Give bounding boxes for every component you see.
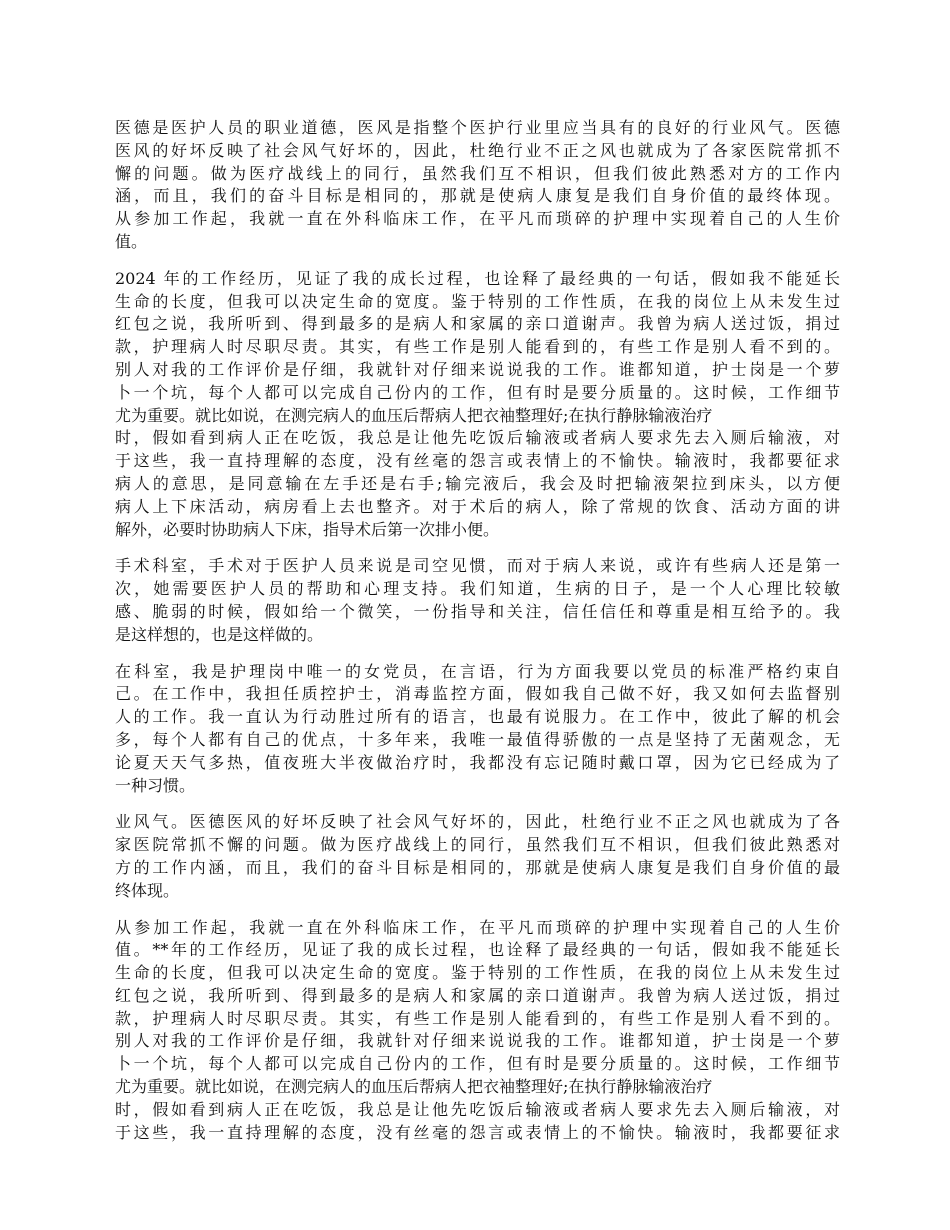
text-line: 在科室，我是护理岗中唯一的女党员，在言语，行为方面我要以党员的标准严格约束自 [115, 661, 840, 681]
text-line: 红包之说，我所听到、得到最多的是病人和家属的亲口道谢声。我曾为病人送过饭，捐过 [115, 314, 840, 334]
text-line: 2024 年的工作经历，见证了我的成长过程，也诠释了最经典的一句话，假如我不能延长 [115, 268, 840, 288]
text-line: 是这样想的，也是这样做的。 [115, 624, 324, 644]
text-line: 尤为重要。就比如说，在测完病人的血压后帮病人把衣袖整理好;在执行静脉输液治疗 [115, 405, 713, 425]
text-line: 时，假如看到病人正在吃饭，我总是让他先吃饭后输液或者病人要求先去入厕后输液，对 [115, 428, 840, 448]
text-line: 一种习惯。 [115, 775, 196, 795]
text-line: 手术科室，手术对于医护人员来说是司空见惯，而对于病人来说，或许有些病人还是第一 [115, 556, 840, 576]
text-line: 别人对我的工作评价是仔细，我就针对仔细来说说我的工作。谁都知道，护士岗是一个萝 [115, 1031, 840, 1051]
text-line: 值。**年的工作经历，见证了我的成长过程，也诠释了最经典的一句话，假如我不能延长 [115, 940, 840, 960]
text-line: 感、脆弱的时候，假如给一个微笑，一份指导和关注，信任信任和尊重是相互给予的。我 [115, 601, 840, 621]
text-line: 值。 [115, 231, 148, 251]
text-line: 生命的长度，但我可以决定生命的宽度。鉴于特别的工作性质，在我的岗位上从未发生过 [115, 291, 840, 311]
text-line: 解外，必要时协助病人下床，指导术后第一次排小便。 [115, 519, 500, 539]
text-line: 红包之说，我所听到、得到最多的是病人和家属的亲口道谢声。我曾为病人送过饭，捐过 [115, 985, 840, 1005]
text-line: 款，护理病人时尽职尽责。其实，有些工作是别人能看到的，有些工作是别人看不到的。 [115, 1008, 840, 1028]
text-line: 于这些，我一直持理解的态度，没有丝毫的怨言或表情上的不愉快。输液时，我都要征求 [115, 451, 840, 471]
text-line: 家医院常抓不懈的问题。做为医疗战线上的同行，虽然我们互不相识，但我们彼此熟悉对 [115, 835, 840, 855]
text-line: 从参加工作起，我就一直在外科临床工作，在平凡而琐碎的护理中实现着自己的人生价 [115, 917, 840, 937]
text-line: 生命的长度，但我可以决定生命的宽度。鉴于特别的工作性质，在我的岗位上从未发生过 [115, 963, 840, 983]
text-line: 尤为重要。就比如说，在测完病人的血压后帮病人把衣袖整理好;在执行静脉输液治疗 [115, 1077, 713, 1097]
paragraph-4 [115, 661, 840, 798]
text-line: 涵，而且，我们的奋斗目标是相同的，那就是使病人康复是我们自身价值的最终体现。 [115, 186, 840, 206]
text-line: 时，假如看到病人正在吃饭，我总是让他先吃饭后输液或者病人要求先去入厕后输液，对 [115, 1099, 840, 1119]
text-line: 业风气。医德医风的好坏反映了社会风气好坏的，因此，杜绝行业不正之风也就成为了各 [115, 812, 840, 832]
paragraph-3 [115, 555, 840, 646]
paragraph-2 [115, 268, 840, 542]
text-line: 卜一个坑，每个人都可以完成自己份内的工作，但有时是要分质量的。这时候，工作细节 [115, 1054, 840, 1074]
text-line: 多，每个人都有自己的优点，十多年来，我唯一最值得骄傲的一点是坚持了无菌观念，无 [115, 729, 840, 749]
text-line: 懈的问题。做为医疗战线上的同行，虽然我们互不相识，但我们彼此熟悉对方的工作内 [115, 163, 840, 183]
text-line: 医风的好坏反映了社会风气好坏的，因此，杜绝行业不正之风也就成为了各家医院常抓不 [115, 140, 840, 160]
text-line: 从参加工作起，我就一直在外科临床工作，在平凡而琐碎的护理中实现着自己的人生价 [115, 209, 840, 229]
paragraph-1 [115, 117, 840, 254]
text-line: 次，她需要医护人员的帮助和心理支持。我们知道，生病的日子，是一个人心理比较敏 [115, 579, 840, 599]
paragraph-5 [115, 811, 840, 902]
text-line: 款，护理病人时尽职尽责。其实，有些工作是别人能看到的，有些工作是别人看不到的。 [115, 337, 840, 357]
text-line: 病人上下床活动，病房看上去也整齐。对于术后的病人，除了常规的饮食、活动方面的讲 [115, 496, 840, 516]
text-line: 于这些，我一直持理解的态度，没有丝毫的怨言或表情上的不愉快。输液时，我都要征求 [115, 1122, 840, 1142]
text-line: 终体现。 [115, 880, 180, 900]
text-line: 病人的意思，是同意输在左手还是右手;输完液后，我会及时把输液架拉到床头，以方便 [115, 473, 840, 493]
text-line: 医德是医护人员的职业道德，医风是指整个医护行业里应当具有的良好的行业风气。医德 [115, 118, 840, 137]
text-line: 人的工作。我一直认为行动胜过所有的语言，也最有说服力。在工作中，彼此了解的机会 [115, 707, 840, 727]
text-line: 己。在工作中，我担任质控护士，消毒监控方面，假如我自己做不好，我又如何去监督别 [115, 684, 840, 704]
text-line: 别人对我的工作评价是仔细，我就针对仔细来说说我的工作。谁都知道，护士岗是一个萝 [115, 359, 840, 379]
text-line: 论夏天天气多热，值夜班大半夜做治疗时，我都没有忘记随时戴口罩，因为它已经成为了 [115, 752, 840, 772]
text-line: 方的工作内涵，而且，我们的奋斗目标是相同的，那就是使病人康复是我们自身价值的最 [115, 857, 840, 877]
text-line: 卜一个坑，每个人都可以完成自己份内的工作，但有时是要分质量的。这时候，工作细节 [115, 382, 840, 402]
paragraph-6 [115, 917, 840, 1145]
document-page [115, 117, 840, 1158]
